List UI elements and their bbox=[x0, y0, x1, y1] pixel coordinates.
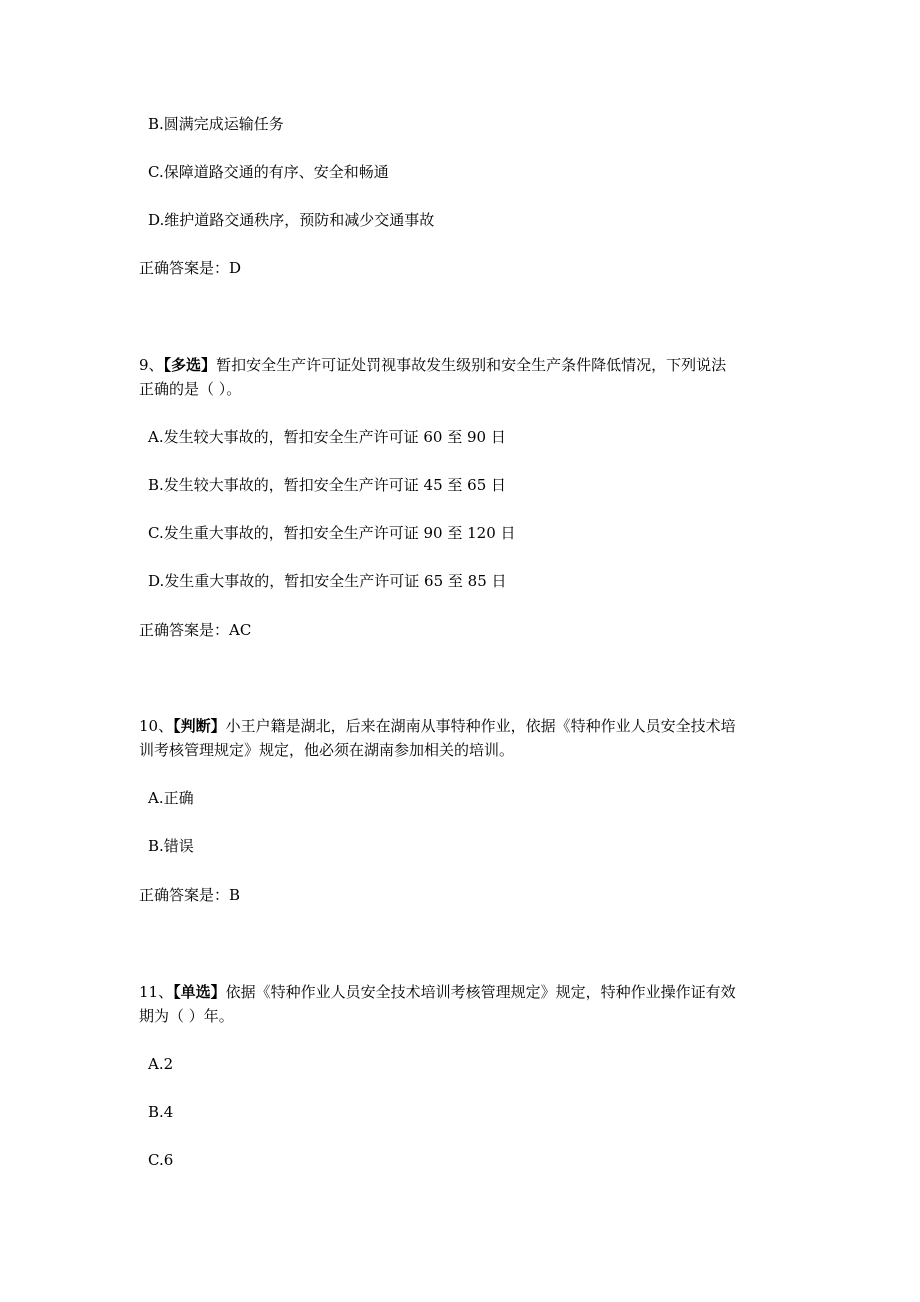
q9-text: 暂扣安全生产许可证处罚视事故发生级别和安全生产条件降低情况，下列说法 bbox=[216, 356, 727, 374]
q11-option-b: B.4 bbox=[148, 1103, 174, 1121]
q10-stem-line1 bbox=[139, 716, 736, 736]
q11-type-tag: 【单选】 bbox=[173, 983, 226, 1001]
prev-option-c: C.保障道路交通的有序、安全和畅通 bbox=[148, 163, 389, 181]
q9-option-d: D.发生重大事故的，暂扣安全生产许可证 65 至 85 日 bbox=[148, 572, 507, 590]
q9-answer: 正确答案是：AC bbox=[139, 621, 252, 639]
q9-stem-line1 bbox=[139, 355, 726, 375]
q11-stem-line2: 期为（ ）年。 bbox=[139, 1007, 234, 1025]
prev-answer: 正确答案是：D bbox=[139, 259, 242, 277]
q10-option-a: A.正确 bbox=[148, 789, 194, 807]
q10-number: 10、 bbox=[139, 717, 174, 735]
q10-option-b: B.错误 bbox=[148, 837, 194, 855]
q10-answer: 正确答案是：B bbox=[139, 886, 241, 904]
q9-option-a: A.发生较大事故的，暂扣安全生产许可证 60 至 90 日 bbox=[148, 428, 506, 446]
q10-text: 小王户籍是湖北，后来在湖南从事特种作业，依据《特种作业人员安全技术培 bbox=[225, 717, 736, 735]
q9-option-b: B.发生较大事故的，暂扣安全生产许可证 45 至 65 日 bbox=[148, 476, 507, 494]
q9-option-c: C.发生重大事故的，暂扣安全生产许可证 90 至 120 日 bbox=[148, 524, 516, 542]
q11-text: 依据《特种作业人员安全技术培训考核管理规定》规定，特种作业操作证有效 bbox=[225, 983, 736, 1001]
prev-option-d: D.维护道路交通秩序，预防和减少交通事故 bbox=[148, 211, 435, 229]
q11-option-a: A.2 bbox=[148, 1055, 174, 1073]
q9-type-tag: 【多选】 bbox=[163, 356, 217, 374]
q10-type-tag: 【判断】 bbox=[173, 717, 226, 735]
prev-option-b: B.圆满完成运输任务 bbox=[148, 115, 284, 133]
q11-number: 11、 bbox=[139, 983, 174, 1001]
q9-stem-line2: 正确的是（ ）。 bbox=[139, 380, 242, 398]
q11-stem-line1 bbox=[139, 982, 736, 1002]
q9-number: 9、 bbox=[139, 356, 164, 374]
q10-stem-line2: 训考核管理规定》规定，他必须在湖南参加相关的培训。 bbox=[139, 741, 515, 759]
q11-option-c: C.6 bbox=[148, 1151, 174, 1169]
